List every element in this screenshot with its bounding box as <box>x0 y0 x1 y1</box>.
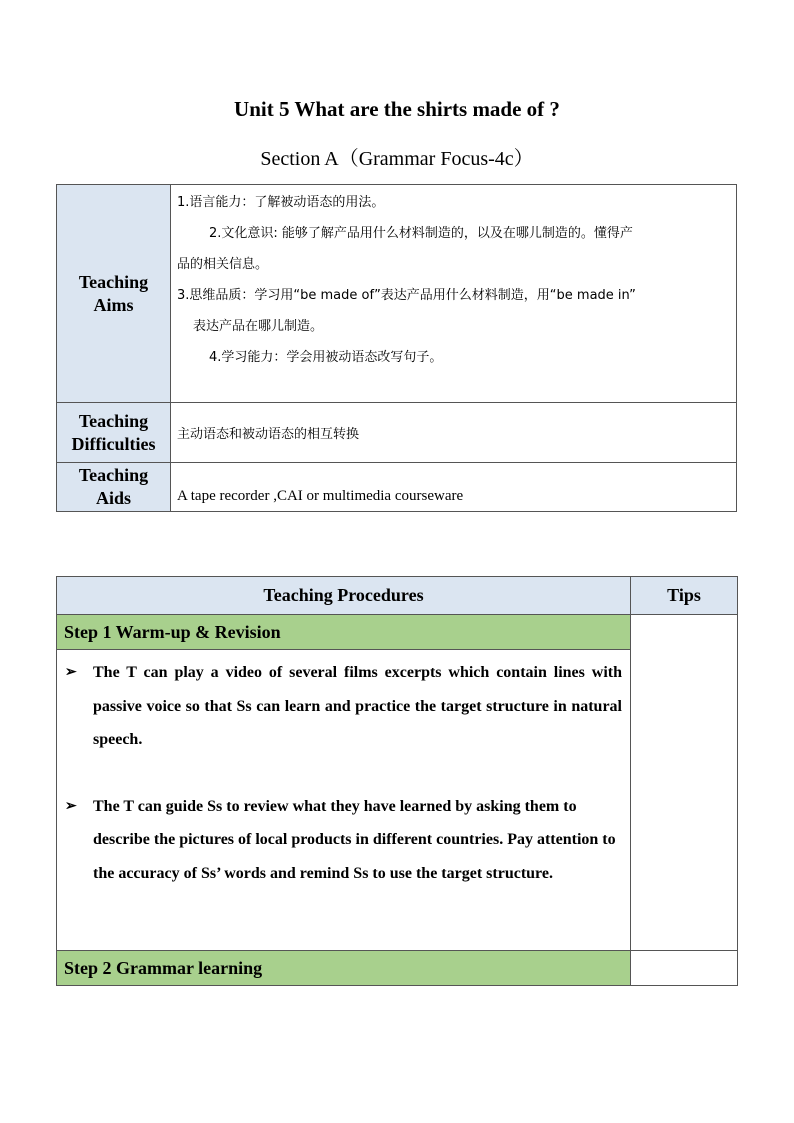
step-1-content <box>57 650 631 951</box>
difficulties-label-cell <box>57 403 171 463</box>
aims-label-cell <box>57 185 171 403</box>
aids-label-line1: Teaching <box>78 465 149 485</box>
document-subtitle: Section A（Grammar Focus-4c） <box>260 148 534 170</box>
difficulties-label-line1: Teaching <box>78 410 149 431</box>
difficulties-content: 主动语态和被动语态的相互转换 <box>171 403 737 463</box>
aids-label-line2: Aids <box>95 488 131 508</box>
aim-line-6: 4.学习能力：学会用被动语态改写句子。 <box>209 350 443 365</box>
aim-line-3: 品的相关信息。 <box>177 257 269 272</box>
aids-content: A tape recorder ,CAI or multimedia courseware <box>171 463 737 512</box>
aim-line-5: 表达产品在哪儿制造。 <box>193 319 324 334</box>
aims-content <box>171 185 737 403</box>
document-title: Unit 5 What are the shirts made of ? <box>234 97 560 121</box>
bullet-arrow-icon: ➢ <box>65 665 77 680</box>
tips-header: Tips <box>631 577 738 615</box>
tips-cell-step2 <box>631 951 738 986</box>
aims-label-line1: Teaching <box>78 271 149 292</box>
procedures-header: Teaching Procedures <box>57 577 631 615</box>
difficulties-label-line2: Difficulties <box>71 433 156 454</box>
teaching-info-table <box>56 184 737 512</box>
aim-line-4: 3.思维品质：学习用“be made of”表达产品用什么材料制造，用“be made in” <box>177 288 636 303</box>
procedures-table <box>56 576 738 986</box>
aim-line-2: 2.文化意识: 能够了解产品用什么材料制造的，以及在哪儿制造的。懂得产 <box>209 226 633 241</box>
bullet-text-2: The T can guide Ss to review what they have learned by asking them to describe the pictures of local products in different countries. Pay attention to the accuracy of Ss’ words and remind Ss to use the target structure. <box>93 797 616 882</box>
bullet-arrow-icon: ➢ <box>65 798 77 814</box>
tips-cell-step1 <box>631 615 738 951</box>
aim-line-1: 1.语言能力：了解被动语态的用法。 <box>177 195 385 210</box>
list-item <box>65 656 622 757</box>
bullet-text-1: The T can play a video of several films excerpts which contain lines with passive voice so that Ss can learn and practice the target structure in natural speech. <box>93 664 622 748</box>
step-2-heading: Step 2 Grammar learning <box>57 951 631 986</box>
step-1-heading: Step 1 Warm-up & Revision <box>57 615 631 650</box>
aids-label-cell <box>57 463 171 512</box>
list-item <box>65 790 622 891</box>
aims-label-line2: Aims <box>93 294 134 315</box>
